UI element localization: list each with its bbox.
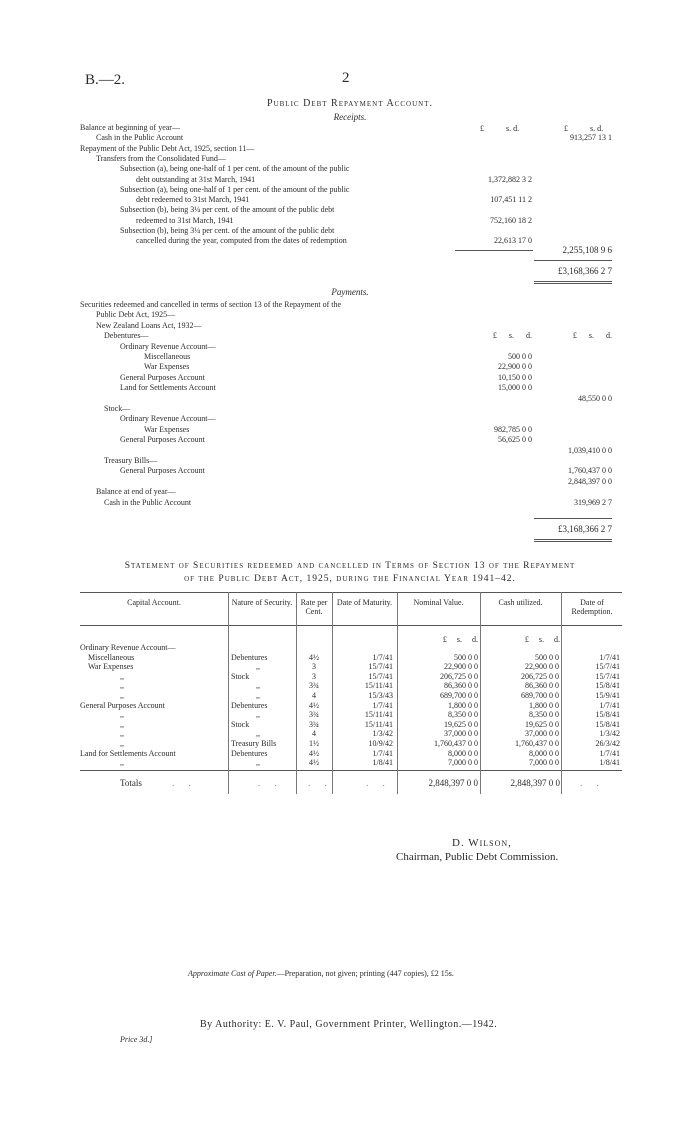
row-rate: 1½ bbox=[309, 739, 319, 748]
row-rate: 3 bbox=[312, 672, 316, 681]
row-cash: 1,760,437 0 0 bbox=[515, 739, 559, 748]
payments-total-rule-bottom bbox=[534, 539, 612, 540]
price-note: Price 3d.] bbox=[120, 1035, 153, 1044]
pound-sign: £ bbox=[564, 124, 568, 133]
row-maturity: 15/7/41 bbox=[368, 662, 393, 671]
payment-line: Miscellaneous bbox=[144, 352, 191, 361]
row-maturity: 1/3/42 bbox=[372, 729, 393, 738]
payment-amount-col1: 56,625 0 0 bbox=[498, 435, 532, 444]
row-rate: 3¾ bbox=[309, 710, 319, 719]
row-cash: 689,700 0 0 bbox=[521, 691, 559, 700]
row-nominal: 22,900 0 0 bbox=[444, 662, 478, 671]
row-capital-account: Miscellaneous bbox=[88, 653, 135, 662]
row-cash: 8,000 0 0 bbox=[529, 749, 559, 758]
row-redemption: 15/7/41 bbox=[595, 672, 620, 681]
row-nature: ,, bbox=[256, 729, 260, 738]
row-nominal: 7,000 0 0 bbox=[448, 758, 478, 767]
table-totals-rule bbox=[80, 770, 622, 771]
row-maturity: 1/8/41 bbox=[372, 758, 393, 767]
receipt-line: Subsection (b), being 3¼ per cent. of the amount of the public debt bbox=[120, 205, 335, 214]
payment-line: Ordinary Revenue Account— bbox=[120, 414, 216, 423]
row-rate: 4 bbox=[312, 729, 316, 738]
statement-title-line-1: Statement of Securities redeemed and cancelled in Terms of Section 13 of the Repayment bbox=[124, 561, 576, 571]
receipt-line: Cash in the Public Account bbox=[96, 133, 184, 142]
payments-total-rule-top bbox=[534, 518, 612, 519]
row-capital-account: Land for Settlements Account bbox=[80, 749, 176, 758]
totals-cash: 2,848,397 0 0 bbox=[510, 778, 560, 788]
pence-label: d. bbox=[597, 124, 604, 133]
payment-line: War Expenses bbox=[144, 425, 190, 434]
table-vrule-1 bbox=[228, 592, 229, 794]
payment-amount-col2: 1,760,437 0 0 bbox=[568, 466, 612, 475]
row-nature: ,, bbox=[256, 681, 260, 690]
receipt-line: Subsection (a), being one-half of 1 per cent. of the amount of the public bbox=[120, 164, 350, 173]
row-capital-account: Ordinary Revenue Account— bbox=[80, 643, 176, 652]
payment-amount-col1: 982,785 0 0 bbox=[494, 425, 532, 434]
receipt-line: Repayment of the Public Debt Act, 1925, section 11— bbox=[80, 144, 255, 153]
table-top-rule bbox=[80, 592, 622, 593]
row-redemption: 15/7/41 bbox=[595, 662, 620, 671]
receipt-amount-col2: 913,257 13 1 bbox=[570, 133, 612, 142]
payment-line: General Purposes Account bbox=[120, 435, 205, 444]
receipt-line: Balance at beginning of year— bbox=[80, 123, 180, 132]
row-capital-account: War Expenses bbox=[88, 662, 134, 671]
row-rate: 4½ bbox=[309, 701, 319, 710]
payment-amount-col2: 48,550 0 0 bbox=[578, 394, 612, 403]
row-capital-account: ,, bbox=[120, 681, 124, 690]
row-rate: 3¾ bbox=[309, 720, 319, 729]
account-title: Public Debt Repayment Account. bbox=[267, 98, 433, 109]
row-nature: Stock bbox=[231, 720, 250, 729]
row-redemption: 15/8/41 bbox=[595, 720, 620, 729]
payments-total: £3,168,366 2 7 bbox=[558, 524, 612, 534]
payment-line: Stock— bbox=[104, 404, 131, 413]
receipt-line: debt redeemed to 31st March, 1941 bbox=[136, 195, 250, 204]
row-cash: 19,625 0 0 bbox=[525, 720, 559, 729]
payment-amount-col1: 22,900 0 0 bbox=[498, 362, 532, 371]
receipt-line: cancelled during the year, computed from the dates of redemption bbox=[136, 236, 347, 245]
row-cash: 22,900 0 0 bbox=[525, 662, 559, 671]
receipt-amount-col1: 752,160 18 2 bbox=[490, 216, 532, 225]
payment-line: Ordinary Revenue Account— bbox=[120, 342, 216, 351]
cost-note bbox=[188, 969, 454, 979]
totals-dots-4: . . bbox=[366, 778, 391, 788]
row-nominal: 8,000 0 0 bbox=[448, 749, 478, 758]
row-maturity: 10/9/42 bbox=[368, 739, 393, 748]
row-nature: ,, bbox=[256, 710, 260, 719]
row-capital-account: ,, bbox=[120, 672, 124, 681]
totals-dots-3: . . bbox=[308, 778, 333, 788]
row-nature: Debentures bbox=[231, 653, 268, 662]
payment-amount-col2: 319,969 2 7 bbox=[574, 498, 612, 507]
receipt-line: debt outstanding at 31st March, 1941 bbox=[136, 175, 256, 184]
row-maturity: 15/11/41 bbox=[364, 720, 393, 729]
payments-heading: Payments. bbox=[331, 287, 369, 297]
payment-line: Cash in the Public Account bbox=[104, 498, 192, 507]
row-nominal: 1,760,437 0 0 bbox=[434, 739, 478, 748]
receipt-line: Subsection (b), being 3¼ per cent. of the amount of the public debt bbox=[120, 226, 335, 235]
row-rate: 3 bbox=[312, 662, 316, 671]
row-rate: 4½ bbox=[309, 758, 319, 767]
row-capital-account: General Purposes Account bbox=[80, 701, 165, 710]
signature-name: D. Wilson, bbox=[452, 837, 512, 849]
row-maturity: 15/11/41 bbox=[364, 710, 393, 719]
payment-line: War Expenses bbox=[144, 362, 190, 371]
row-capital-account: ,, bbox=[120, 758, 124, 767]
row-nature: Treasury Bills bbox=[231, 739, 277, 748]
row-redemption: 1/8/41 bbox=[599, 758, 620, 767]
signature-role: Chairman, Public Debt Commission. bbox=[396, 851, 559, 863]
payment-line: General Purposes Account bbox=[120, 373, 205, 382]
row-maturity: 1/7/41 bbox=[372, 701, 393, 710]
receipts-subtotal-rule bbox=[455, 250, 533, 251]
payment-amount-col2: 1,039,410 0 0 bbox=[568, 446, 612, 455]
row-nominal: 500 0 0 bbox=[454, 653, 478, 662]
row-nominal: 8,350 0 0 bbox=[448, 710, 478, 719]
printer-authority: By Authority: E. V. Paul, Government Printer, Wellington.—1942. bbox=[200, 1019, 498, 1030]
cash-units: £ s. d. bbox=[524, 635, 560, 644]
row-rate: 3¾ bbox=[309, 681, 319, 690]
payment-col1-header: £ s. d. bbox=[492, 331, 532, 340]
row-nominal: 689,700 0 0 bbox=[440, 691, 478, 700]
row-nature: ,, bbox=[256, 662, 260, 671]
row-maturity: 15/3/43 bbox=[368, 691, 393, 700]
row-cash: 7,000 0 0 bbox=[529, 758, 559, 767]
row-cash: 8,350 0 0 bbox=[529, 710, 559, 719]
receipt-amount-col1: 1,372,882 3 2 bbox=[488, 175, 532, 184]
receipts-subtotal: 2,255,108 9 6 bbox=[562, 245, 612, 255]
row-redemption: 1/3/42 bbox=[599, 729, 620, 738]
statement-title-line-2: of the Public Debt Act, 1925, during the Financial Year 1941–42. bbox=[184, 574, 516, 584]
totals-dots-2: . . bbox=[258, 778, 283, 788]
shilling-label: s. bbox=[590, 124, 596, 133]
cost-text: —Preparation, not given; printing (447 copies), £2 15s. bbox=[276, 969, 454, 978]
totals-dots-1: . . bbox=[172, 778, 197, 788]
pence-label: d. bbox=[513, 124, 520, 133]
row-redemption: 1/7/41 bbox=[599, 701, 620, 710]
payment-amount-col1: 10,150 0 0 bbox=[498, 373, 532, 382]
row-nature: ,, bbox=[256, 691, 260, 700]
row-cash: 86,360 0 0 bbox=[525, 681, 559, 690]
row-nature: Debentures bbox=[231, 701, 268, 710]
payment-line: Debentures— bbox=[104, 331, 149, 340]
nominal-units: £ s. d. bbox=[442, 635, 478, 644]
cost-label: Approximate Cost of Paper. bbox=[188, 969, 277, 978]
payment-line: Securities redeemed and cancelled in terms of section 13 of the Repayment of the bbox=[80, 300, 342, 309]
row-rate: 4½ bbox=[309, 653, 319, 662]
column-header: Nature of Security. bbox=[231, 598, 293, 607]
table-header-rule bbox=[80, 625, 622, 626]
page-number: 2 bbox=[342, 70, 350, 86]
row-capital-account: ,, bbox=[120, 729, 124, 738]
payment-amount-col1: 15,000 0 0 bbox=[498, 383, 532, 392]
totals-nominal: 2,848,397 0 0 bbox=[428, 778, 478, 788]
row-cash: 206,725 0 0 bbox=[521, 672, 559, 681]
row-maturity: 1/7/41 bbox=[372, 749, 393, 758]
receipts-heading: Receipts. bbox=[333, 112, 367, 122]
payment-line: Land for Settlements Account bbox=[120, 383, 216, 392]
column-header: Cash utilized. bbox=[498, 598, 543, 607]
column-header: Capital Account. bbox=[127, 598, 181, 607]
row-nominal: 37,000 0 0 bbox=[444, 729, 478, 738]
payment-line: Balance at end of year— bbox=[96, 487, 176, 496]
payment-line: Public Debt Act, 1925— bbox=[96, 310, 176, 319]
row-capital-account: ,, bbox=[120, 691, 124, 700]
payment-amount-col2: 2,848,397 0 0 bbox=[568, 477, 612, 486]
row-nominal: 19,625 0 0 bbox=[444, 720, 478, 729]
row-cash: 500 0 0 bbox=[535, 653, 559, 662]
receipts-total-rule-bottom-2 bbox=[534, 283, 612, 284]
row-nominal: 1,800 0 0 bbox=[448, 701, 478, 710]
pound-sign: £ bbox=[480, 124, 484, 133]
row-nominal: 206,725 0 0 bbox=[440, 672, 478, 681]
row-nature: ,, bbox=[256, 758, 260, 767]
row-nature: Stock bbox=[231, 672, 250, 681]
receipt-amount-col1: 22,613 17 0 bbox=[494, 236, 532, 245]
shilling-label: s. bbox=[506, 124, 512, 133]
payment-col2-header: £ s. d. bbox=[572, 331, 612, 340]
payment-line: New Zealand Loans Act, 1932— bbox=[96, 321, 202, 330]
row-nature: Debentures bbox=[231, 749, 268, 758]
row-nominal: 86,360 0 0 bbox=[444, 681, 478, 690]
row-capital-account: ,, bbox=[120, 720, 124, 729]
row-rate: 4 bbox=[312, 691, 316, 700]
row-cash: 37,000 0 0 bbox=[525, 729, 559, 738]
receipt-amount-col1: 107,451 11 2 bbox=[490, 195, 532, 204]
receipt-line: Subsection (a), being one-half of 1 per cent. of the amount of the public bbox=[120, 185, 350, 194]
column-header: Date of Redemption. bbox=[571, 598, 613, 616]
column-header: Date of Maturity. bbox=[336, 598, 393, 607]
payment-line: Treasury Bills— bbox=[104, 456, 158, 465]
payment-amount-col1: 500 0 0 bbox=[508, 352, 532, 361]
row-rate: 4½ bbox=[309, 749, 319, 758]
row-redemption: 15/8/41 bbox=[595, 710, 620, 719]
payment-line: General Purposes Account bbox=[120, 466, 205, 475]
row-cash: 1,800 0 0 bbox=[529, 701, 559, 710]
receipt-line: Transfers from the Consolidated Fund— bbox=[96, 154, 226, 163]
receipts-total-rule-bottom bbox=[534, 281, 612, 282]
column-header: Nominal Value. bbox=[413, 598, 464, 607]
row-redemption: 1/7/41 bbox=[599, 653, 620, 662]
receipts-col-header-1 bbox=[480, 124, 540, 134]
column-header: Rate per Cent. bbox=[300, 598, 328, 616]
receipts-total: £3,168,366 2 7 bbox=[558, 266, 612, 276]
row-maturity: 15/11/41 bbox=[364, 681, 393, 690]
receipts-total-rule-top bbox=[534, 260, 612, 261]
row-redemption: 15/8/41 bbox=[595, 681, 620, 690]
totals-label: Totals bbox=[120, 778, 142, 788]
row-maturity: 1/7/41 bbox=[372, 653, 393, 662]
totals-dots-5: . . bbox=[580, 778, 605, 788]
row-capital-account: ,, bbox=[120, 710, 124, 719]
receipt-line: redeemed to 31st March, 1941 bbox=[136, 216, 234, 225]
row-redemption: 1/7/41 bbox=[599, 749, 620, 758]
row-maturity: 15/7/41 bbox=[368, 672, 393, 681]
document-reference: B.—2. bbox=[85, 72, 126, 88]
row-capital-account: ,, bbox=[120, 739, 124, 748]
payments-total-rule-bottom-2 bbox=[534, 541, 612, 542]
row-redemption: 15/9/41 bbox=[595, 691, 620, 700]
row-redemption: 26/3/42 bbox=[595, 739, 620, 748]
